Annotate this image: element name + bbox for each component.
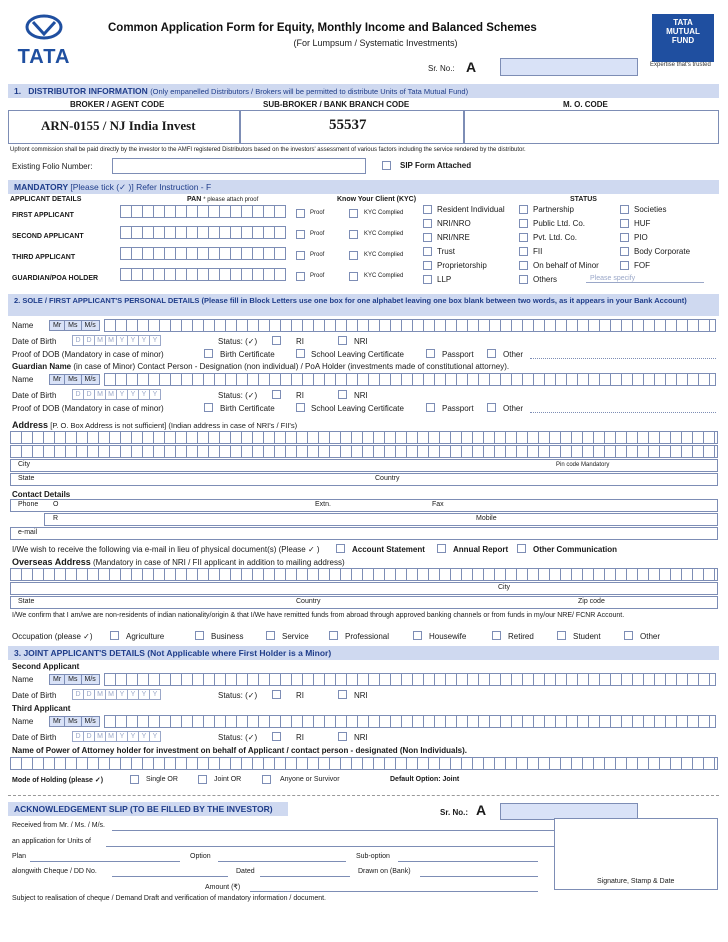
- ack-plan-line[interactable]: [30, 861, 180, 862]
- sr-no-field[interactable]: [500, 58, 638, 76]
- overseas-state-label: State: [18, 598, 35, 605]
- address-label-bold: Address: [12, 420, 49, 430]
- guardian-dob-label: Date of Birth: [12, 391, 57, 400]
- cut-line: [8, 795, 719, 796]
- status-partnership-label: Partnership: [533, 205, 574, 214]
- ack-dated-label: Dated: [236, 868, 255, 875]
- ack-option-label: Option: [190, 853, 211, 860]
- address-cells-2[interactable]: [10, 445, 718, 458]
- overseas-heading: [12, 557, 345, 567]
- row-second-applicant: SECOND APPLICANT: [12, 233, 84, 240]
- occ-other-label: Other: [640, 632, 661, 641]
- status-body-corporate-label: Body Corporate: [634, 247, 691, 256]
- overseas-city-field[interactable]: [10, 582, 718, 595]
- mode-anyone-label: Anyone or Survivor: [280, 776, 340, 783]
- mode-joint-checkbox[interactable]: [198, 775, 207, 784]
- country-label: Country: [375, 475, 400, 482]
- proof-school-checkbox[interactable]: [296, 349, 305, 358]
- second-status-label: Status: (✓): [218, 691, 258, 700]
- section-distributor-num: 1.: [14, 86, 22, 96]
- section-mandatory-header: [8, 180, 719, 194]
- status-resident-checkbox[interactable]: [423, 205, 432, 214]
- status-trust-label: Trust: [437, 247, 455, 256]
- nri-confirmation: I/We confirm that I am/we are non-residents of indian nationality/origin & that I/We have remitted funds from abroad through approved banking channels or from funds in my/our NRE/ FCNR Account.: [12, 612, 625, 619]
- mode-single-checkbox[interactable]: [130, 775, 139, 784]
- section-ack-header: [8, 802, 288, 816]
- status-societies-checkbox[interactable]: [620, 205, 629, 214]
- guardian-proof-other-label: Other: [503, 404, 524, 413]
- guardian-heading: [12, 362, 718, 371]
- proof-school-label: School Leaving Certificate: [311, 350, 404, 359]
- status-fii-label: FII: [533, 247, 543, 256]
- kyc-second-label: KYC Complied: [364, 231, 404, 237]
- proof-birth-label: Birth Certificate: [220, 350, 275, 359]
- mandatory-title: MANDATORY: [14, 182, 68, 192]
- mo-code-field[interactable]: [464, 110, 719, 144]
- col-applicant-details: APPLICANT DETAILS: [10, 196, 82, 203]
- kyc-second-checkbox[interactable]: [349, 230, 358, 239]
- occ-student-checkbox[interactable]: [557, 631, 566, 640]
- second-applicant-label: Second Applicant: [12, 662, 80, 671]
- pincode-label: Pin code Mandatory: [556, 462, 610, 468]
- state-field[interactable]: [10, 473, 718, 486]
- title-ms[interactable]: Ms: [64, 320, 81, 331]
- status-llp-checkbox[interactable]: [423, 275, 432, 284]
- ack-footer-note: Subject to realisation of cheque / Demand Draft and verification of mandatory information / document.: [12, 895, 327, 902]
- col-pan-note: * please attach proof: [203, 197, 259, 203]
- kyc-first-label: KYC Complied: [364, 210, 404, 216]
- status-public-label: Public Ltd. Co.: [533, 219, 586, 228]
- email-annual-checkbox[interactable]: [437, 544, 446, 553]
- status-proprietorship-label: Proprietorship: [437, 261, 487, 270]
- sub-broker-field[interactable]: [240, 110, 464, 144]
- proof-guardian-label: Proof: [310, 273, 325, 279]
- occ-housewife-label: Housewife: [429, 632, 467, 641]
- name-label: Name: [12, 321, 34, 330]
- status-nrinre-checkbox[interactable]: [423, 233, 432, 242]
- section-distributor-title: DISTRIBUTOR INFORMATION: [28, 86, 148, 96]
- ack-dated-line[interactable]: [260, 876, 350, 877]
- dob-label: Date of Birth: [12, 337, 57, 346]
- pan-third-cells[interactable]: [120, 247, 286, 260]
- nri-label: NRI: [354, 337, 368, 346]
- email-annual-label: Annual Report: [453, 545, 509, 554]
- mode-single-label: Single OR: [146, 776, 178, 783]
- tata-logo-text: TATA: [17, 46, 71, 68]
- second-ri-checkbox[interactable]: [272, 690, 281, 699]
- address-label-rest: [P. O. Box Address is not sufficient] (Indian address in case of NRI's / FII's): [50, 421, 298, 430]
- occ-professional-checkbox[interactable]: [329, 631, 338, 640]
- guardian-proof-dob-label: Proof of DOB (Mandatory in case of minor): [12, 404, 164, 413]
- proof-third-label: Proof: [310, 252, 325, 258]
- mode-holding-label: Mode of Holding (please ✓): [12, 777, 104, 784]
- brand-line2: MUTUAL: [666, 27, 700, 36]
- overseas-city-label: City: [498, 584, 511, 591]
- overseas-cells-1[interactable]: [10, 568, 718, 581]
- third-dob-cells[interactable]: D D M M Y Y Y Y: [73, 731, 161, 742]
- guardian-label-bold: Guardian Name: [12, 362, 72, 371]
- status-trust-checkbox[interactable]: [423, 247, 432, 256]
- ri-checkbox[interactable]: [272, 336, 281, 345]
- third-nri-checkbox[interactable]: [338, 732, 347, 741]
- ack-cheque-line[interactable]: [112, 876, 228, 877]
- tata-emblem-icon: [14, 12, 74, 42]
- third-dob-label: Date of Birth: [12, 733, 57, 742]
- broker-code-field[interactable]: [8, 110, 240, 144]
- second-title-chips[interactable]: Mr Ms M/s: [50, 674, 100, 685]
- pan-first-cells[interactable]: [120, 205, 286, 218]
- email-label: e-mail: [18, 529, 38, 536]
- section-personal-header: [8, 294, 719, 316]
- status-others-label: Others: [533, 275, 558, 284]
- status-llp-label: LLP: [437, 275, 452, 284]
- form-subtitle: (For Lumpsum / Systematic Investments): [293, 38, 458, 48]
- status-others-checkbox[interactable]: [519, 275, 528, 284]
- email-other-checkbox[interactable]: [517, 544, 526, 553]
- row-guardian: GUARDIAN/POA HOLDER: [12, 275, 99, 282]
- proof-first-checkbox[interactable]: [296, 209, 305, 218]
- fax-label: Fax: [432, 501, 444, 508]
- status-nrinro-checkbox[interactable]: [423, 219, 432, 228]
- folio-label: Existing Folio Number:: [12, 162, 93, 171]
- third-title-chips[interactable]: Mr Ms M/s: [50, 716, 100, 727]
- overseas-label-bold: Overseas Address: [12, 557, 91, 567]
- form-title: Common Application Form for Equity, Monthly Income and Balanced Schemes: [108, 22, 537, 34]
- occ-business-label: Business: [211, 632, 244, 641]
- status-fof-checkbox[interactable]: [620, 261, 629, 270]
- title-mr[interactable]: Mr: [49, 320, 65, 331]
- dob-cells[interactable]: D D M M Y Y Y Y: [73, 335, 161, 346]
- city-label: City: [18, 461, 31, 468]
- email-statement-checkbox[interactable]: [336, 544, 345, 553]
- phone-r-label: R: [53, 515, 59, 522]
- ack-amount-label: Amount (₹): [205, 884, 241, 891]
- third-ri-label: RI: [296, 733, 304, 742]
- section-joint-title: 3. JOINT APPLICANT'S DETAILS (Not Applicable where First Holder is a Minor): [14, 648, 332, 658]
- status-huf-label: HUF: [634, 219, 651, 228]
- email-pref-label: I/We wish to receive the following via e-mail in lieu of physical document(s) (Please ✓ ): [12, 545, 320, 554]
- nri-checkbox[interactable]: [338, 336, 347, 345]
- email-field[interactable]: [10, 527, 718, 540]
- status-body-corporate-checkbox[interactable]: [620, 247, 629, 256]
- section-personal-title: 2. SOLE / FIRST APPLICANT'S PERSONAL DETAILS (Please fill in Block Letters use one box for one alphabet leaving one box blank between two words, as it appears in your Bank Account): [14, 296, 687, 305]
- guardian-proof-school-label: School Leaving Certificate: [311, 404, 404, 413]
- mode-joint-label: Joint OR: [214, 776, 242, 783]
- guardian-name-label: Name: [12, 375, 34, 384]
- occ-business-checkbox[interactable]: [195, 631, 204, 640]
- status-pio-checkbox[interactable]: [620, 233, 629, 242]
- pan-second-cells[interactable]: [120, 226, 286, 239]
- default-option-label: Default Option: Joint: [390, 776, 460, 783]
- second-name-cells[interactable]: [104, 673, 716, 686]
- second-dob-label: Date of Birth: [12, 691, 57, 700]
- guardian-proof-other-checkbox[interactable]: [487, 403, 496, 412]
- proof-passport-label: Passport: [442, 350, 474, 359]
- status-minor-checkbox[interactable]: [519, 261, 528, 270]
- guardian-dob-cells[interactable]: D D M M Y Y Y Y: [73, 389, 161, 400]
- status-minor-label: On behalf of Minor: [533, 261, 599, 270]
- status-nrinro-label: NRI/NRO: [437, 219, 471, 228]
- col-mo-code: M. O. CODE: [563, 100, 608, 109]
- proof-dob-label: Proof of DOB (Mandatory in case of minor): [12, 350, 164, 359]
- status-fii-checkbox[interactable]: [519, 247, 528, 256]
- status-proprietorship-checkbox[interactable]: [423, 261, 432, 270]
- mandatory-instruction: [Please tick (✓ )] Refer Instruction - F: [70, 182, 212, 192]
- address-heading: [12, 420, 297, 430]
- guardian-ri-label: RI: [296, 391, 304, 400]
- occupation-label: Occupation (please ✓): [12, 632, 93, 641]
- col-kyc: Know Your Client (KYC): [337, 196, 417, 203]
- guardian-proof-passport-checkbox[interactable]: [426, 403, 435, 412]
- state-label: State: [18, 475, 35, 482]
- email-other-label: Other Communication: [533, 545, 618, 554]
- poa-cells[interactable]: [10, 757, 718, 770]
- col-broker-code: BROKER / AGENT CODE: [70, 100, 165, 109]
- second-dob-cells[interactable]: D D M M Y Y Y Y: [73, 689, 161, 700]
- section-joint-header: [8, 646, 719, 660]
- occ-retired-checkbox[interactable]: [492, 631, 501, 640]
- sr-no-label: Sr. No.:: [428, 64, 455, 73]
- ack-suboption-line[interactable]: [398, 861, 538, 862]
- guardian-proof-other-line[interactable]: [530, 412, 716, 413]
- name-title-chips[interactable]: [50, 320, 100, 331]
- proof-first-label: Proof: [310, 210, 325, 216]
- phone-r-field[interactable]: [44, 513, 718, 526]
- pan-guardian-cells[interactable]: [120, 268, 286, 281]
- status-huf-checkbox[interactable]: [620, 219, 629, 228]
- address-cells-1[interactable]: [10, 431, 718, 444]
- ack-drawn-line[interactable]: [420, 876, 538, 877]
- occ-service-label: Service: [282, 632, 309, 641]
- section-distributor-header: [8, 84, 719, 98]
- guardian-ri-checkbox[interactable]: [272, 390, 281, 399]
- second-nri-label: NRI: [354, 691, 368, 700]
- ack-signature-label: Signature, Stamp & Date: [597, 878, 675, 885]
- ack-plan-label: Plan: [12, 853, 27, 860]
- brand-line3: FUND: [671, 36, 695, 45]
- kyc-guardian-label: KYC Complied: [364, 273, 404, 279]
- proof-third-checkbox[interactable]: [296, 251, 305, 260]
- sub-broker-value: 55537: [329, 117, 367, 133]
- extn-label: Extn.: [315, 501, 331, 508]
- overseas-state-field[interactable]: [10, 596, 718, 609]
- guardian-proof-passport-label: Passport: [442, 404, 474, 413]
- ack-suboption-label: Sub-option: [356, 853, 390, 860]
- third-name-cells[interactable]: [104, 715, 716, 728]
- phone-label: Phone: [18, 501, 39, 508]
- guardian-status-label: Status: (✓): [218, 391, 258, 400]
- proof-passport-checkbox[interactable]: [426, 349, 435, 358]
- proof-other-line[interactable]: [530, 358, 716, 359]
- guardian-proof-birth-label: Birth Certificate: [220, 404, 275, 413]
- second-name-label: Name: [12, 675, 34, 684]
- guardian-title-chips[interactable]: Mr Ms M/s: [50, 374, 100, 385]
- brand-tagline: Expertise that's trusted: [650, 62, 711, 68]
- overseas-zip-label: Zip code: [578, 598, 605, 605]
- guardian-proof-birth-checkbox[interactable]: [204, 403, 213, 412]
- third-nri-label: NRI: [354, 733, 368, 742]
- status-pio-label: PIO: [634, 233, 648, 242]
- proof-other-checkbox[interactable]: [487, 349, 496, 358]
- brand-line1: TATA: [673, 18, 693, 27]
- guardian-proof-school-checkbox[interactable]: [296, 403, 305, 412]
- proof-other-label: Other: [503, 350, 524, 359]
- status-pvt-label: Pvt. Ltd. Co.: [533, 233, 578, 242]
- col-sub-broker-code: SUB-BROKER / BANK BRANCH CODE: [263, 100, 410, 109]
- sip-checkbox[interactable]: [382, 161, 391, 170]
- ack-option-line[interactable]: [218, 861, 346, 862]
- ri-label: RI: [296, 337, 304, 346]
- sip-label: SIP Form Attached: [400, 161, 472, 170]
- contact-details-label: Contact Details: [12, 490, 71, 499]
- occ-service-checkbox[interactable]: [266, 631, 275, 640]
- overseas-country-label: Country: [296, 598, 321, 605]
- mode-anyone-checkbox[interactable]: [262, 775, 271, 784]
- col-status: STATUS: [570, 196, 597, 203]
- ack-cheque-label: alongwith Cheque / DD No.: [12, 868, 97, 875]
- email-statement-label: Account Statement: [352, 545, 425, 554]
- col-pan: [187, 196, 258, 203]
- second-ri-label: RI: [296, 691, 304, 700]
- status-resident-label: Resident Individual: [437, 205, 505, 214]
- guardian-label-rest: (in case of Minor) Contact Person - Designation (non individual) / PoA Holder (investments made of constitutional attorney).: [73, 362, 510, 371]
- proof-birth-checkbox[interactable]: [204, 349, 213, 358]
- ack-application-label: an application for Units of: [12, 838, 91, 845]
- upfront-note: Upfront commission shall be paid directly by the investor to the AMFI registered Distributors based on the investors' assessment of various factors including the service rendered by the distributor.: [10, 147, 526, 153]
- poa-label: Name of Power of Attorney holder for investment on behalf of Applicant / contact person - designated (Non Individuals).: [12, 746, 467, 755]
- kyc-first-checkbox[interactable]: [349, 209, 358, 218]
- sr-no-value: A: [466, 59, 477, 75]
- city-field[interactable]: [10, 459, 718, 472]
- proof-second-checkbox[interactable]: [296, 230, 305, 239]
- mobile-label: Mobile: [476, 515, 497, 522]
- status-fof-label: FOF: [634, 261, 650, 270]
- occ-student-label: Student: [573, 632, 601, 641]
- occ-retired-label: Retired: [508, 632, 534, 641]
- status-public-checkbox[interactable]: [519, 219, 528, 228]
- kyc-third-label: KYC Complied: [364, 252, 404, 258]
- status-partnership-checkbox[interactable]: [519, 205, 528, 214]
- status-societies-label: Societies: [634, 205, 667, 214]
- ack-sr-value: A: [476, 802, 487, 818]
- col-pan-label: PAN: [187, 196, 202, 203]
- third-applicant-label: Third Applicant: [12, 704, 71, 713]
- guardian-nri-checkbox[interactable]: [338, 390, 347, 399]
- occ-agriculture-checkbox[interactable]: [110, 631, 119, 640]
- ack-received-label: Received from Mr. / Ms. / M/s.: [12, 822, 105, 829]
- phone-o-label: O: [53, 501, 59, 508]
- third-status-label: Status: (✓): [218, 733, 258, 742]
- status-pvt-checkbox[interactable]: [519, 233, 528, 242]
- section-ack-title: ACKNOWLEDGEMENT SLIP (TO BE FILLED BY THE INVESTOR): [14, 804, 273, 814]
- row-first-applicant: FIRST APPLICANT: [12, 212, 74, 219]
- please-specify-field[interactable]: Please specify: [586, 275, 704, 283]
- kyc-guardian-checkbox[interactable]: [349, 272, 358, 281]
- third-ri-checkbox[interactable]: [272, 732, 281, 741]
- phone-o-field[interactable]: [10, 499, 718, 512]
- proof-second-label: Proof: [310, 231, 325, 237]
- kyc-third-checkbox[interactable]: [349, 251, 358, 260]
- section-distributor-note: (Only empanelled Distributors / Brokers will be permitted to distribute Units of Tata Mutual Fund): [150, 87, 469, 96]
- occ-agriculture-label: Agriculture: [126, 632, 165, 641]
- second-nri-checkbox[interactable]: [338, 690, 347, 699]
- third-name-label: Name: [12, 717, 34, 726]
- status-label: Status: (✓): [218, 337, 258, 346]
- occ-other-checkbox[interactable]: [624, 631, 633, 640]
- proof-guardian-checkbox[interactable]: [296, 272, 305, 281]
- ack-sr-label: Sr. No.:: [440, 808, 469, 817]
- tata-logo: [14, 12, 74, 68]
- broker-code-value: ARN-0155 / NJ India Invest: [41, 118, 196, 133]
- folio-field[interactable]: [112, 158, 366, 174]
- overseas-label-rest: (Mandatory in case of NRI / FII applicant in addition to mailing address): [92, 558, 345, 567]
- name-cells[interactable]: [104, 319, 716, 332]
- ack-amount-line[interactable]: [250, 891, 538, 892]
- occ-housewife-checkbox[interactable]: [413, 631, 422, 640]
- guardian-name-cells[interactable]: [104, 373, 716, 386]
- title-ms-plural[interactable]: M/s: [81, 320, 100, 331]
- ack-drawn-label: Drawn on (Bank): [358, 868, 411, 875]
- brand-box: [652, 14, 714, 62]
- status-nrinre-label: NRI/NRE: [437, 233, 470, 242]
- occ-professional-label: Professional: [345, 632, 390, 641]
- guardian-nri-label: NRI: [354, 391, 368, 400]
- row-third-applicant: THIRD APPLICANT: [12, 254, 76, 261]
